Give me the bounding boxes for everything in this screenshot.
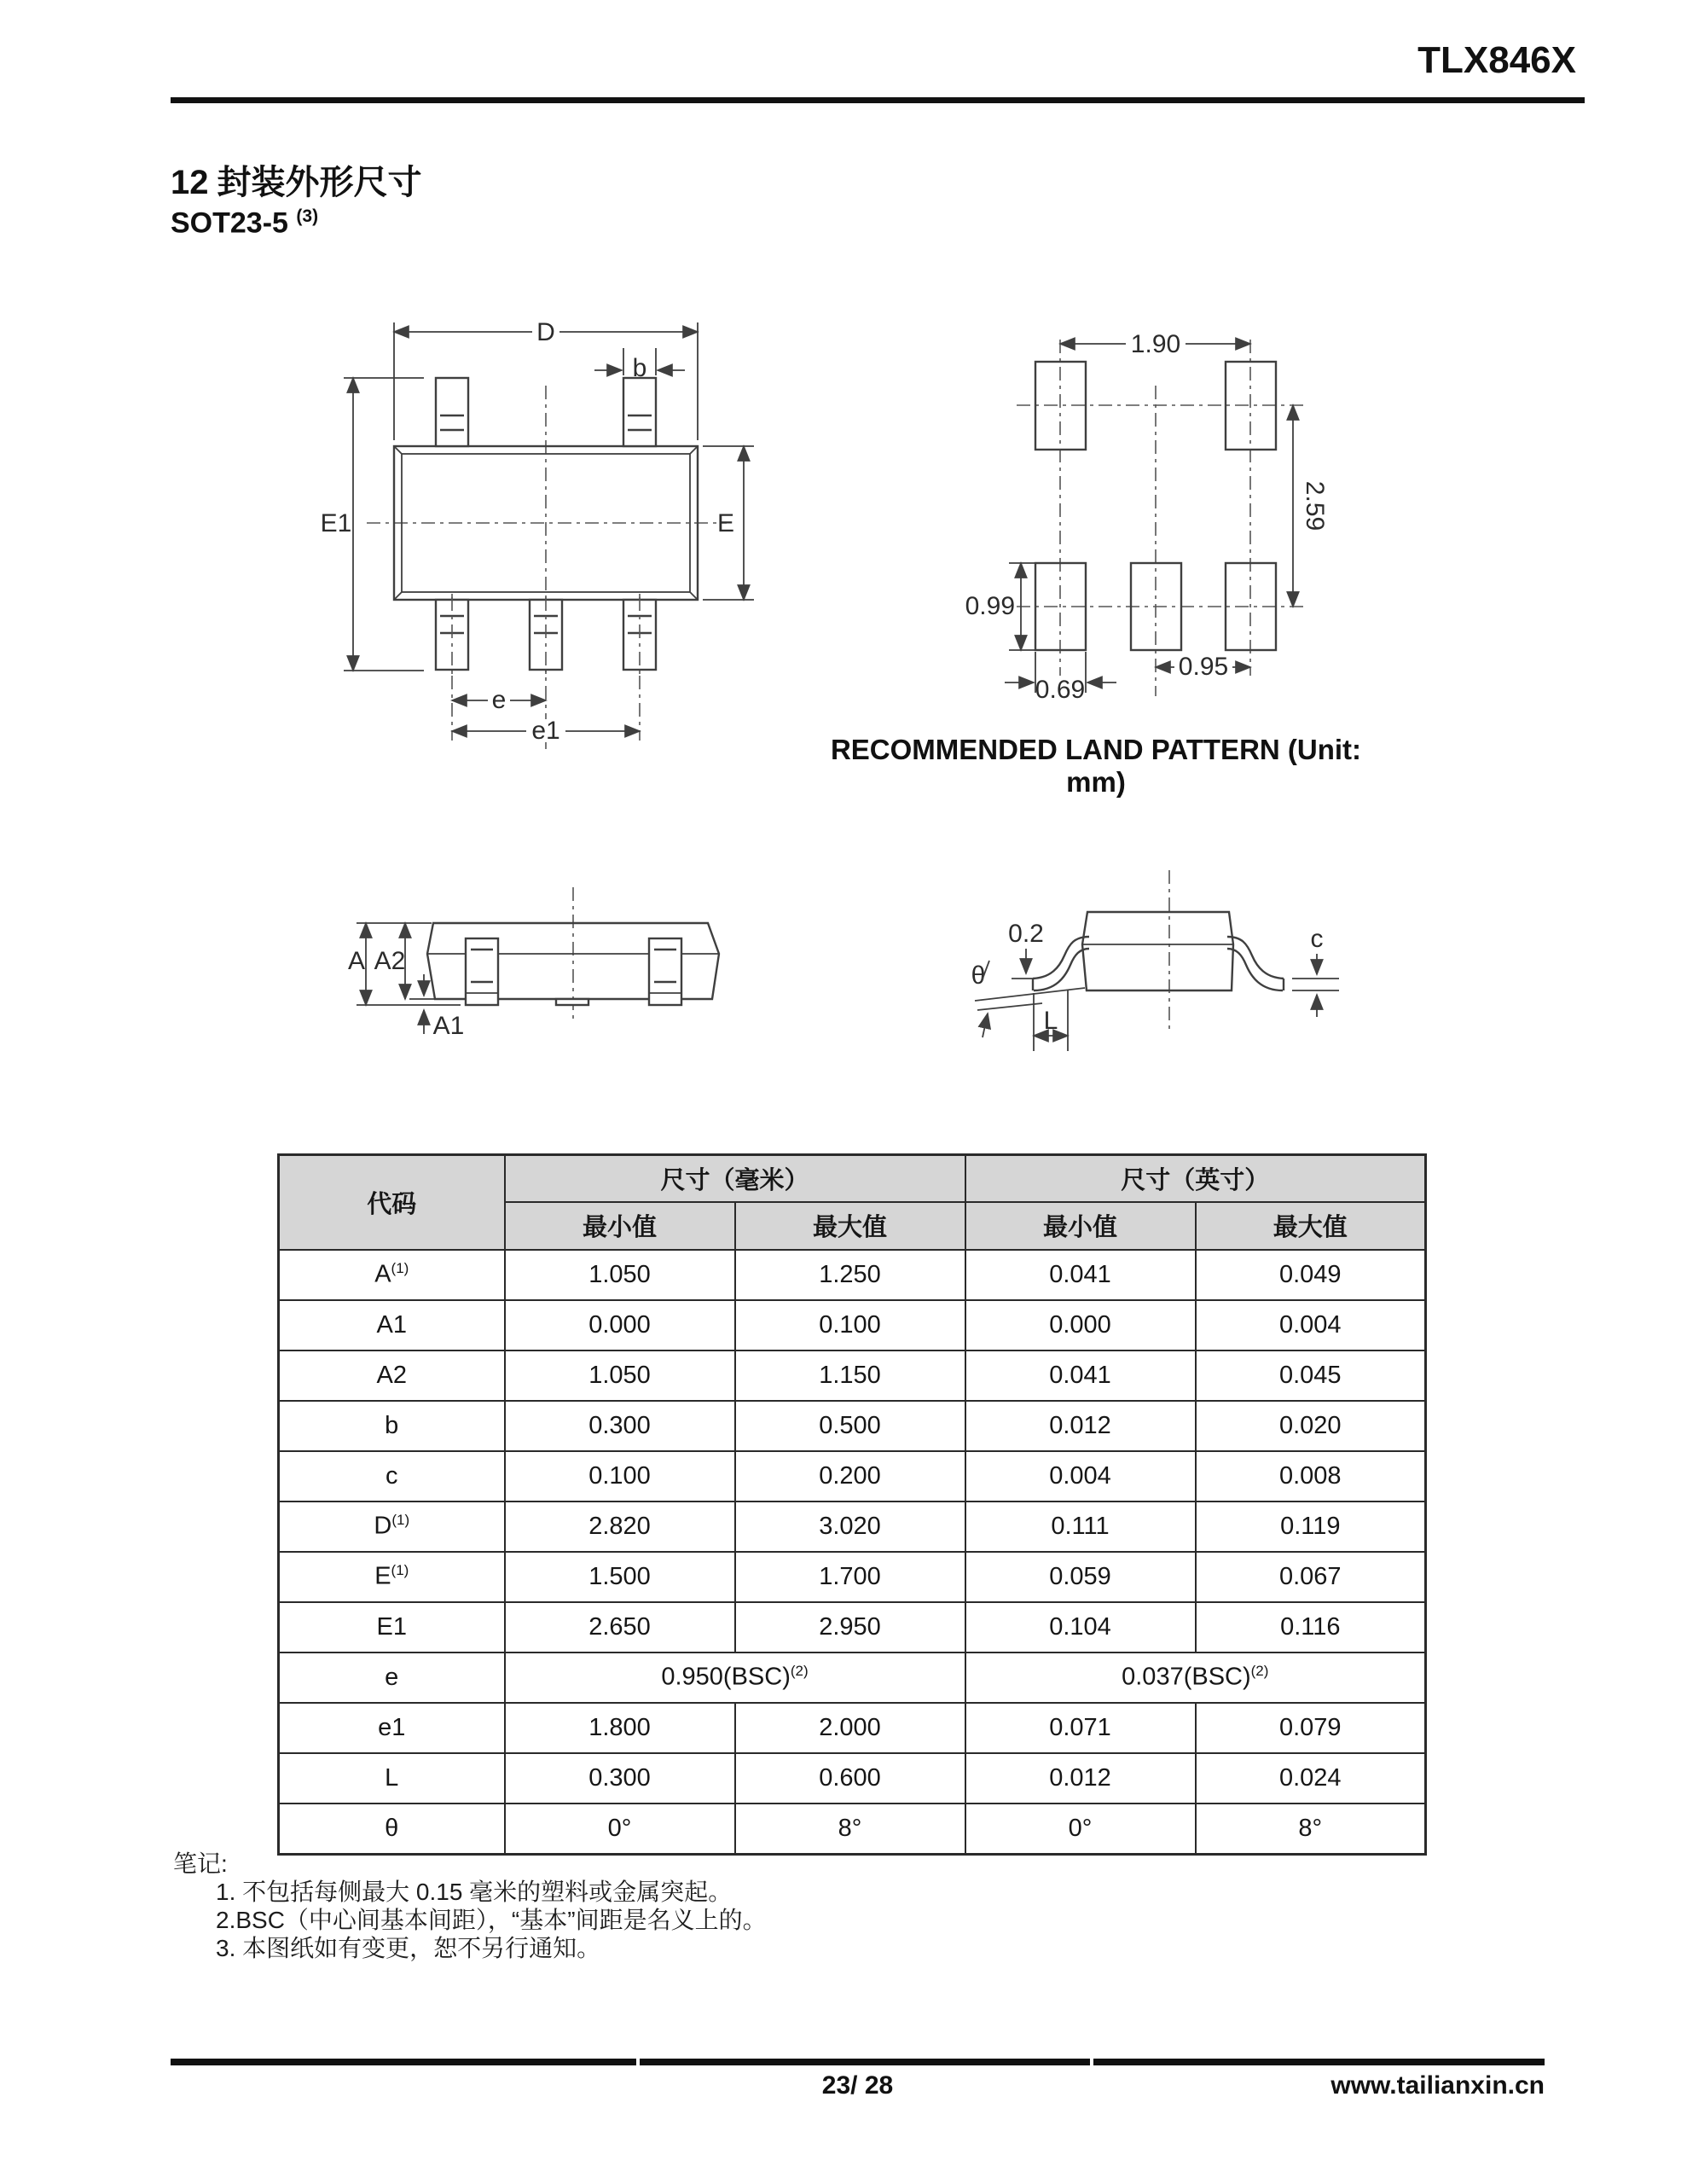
dim-label-theta: θ — [971, 961, 986, 990]
table-cell: 0.004 — [965, 1451, 1196, 1502]
dim-label-1.90: 1.90 — [1130, 330, 1181, 358]
table-cell: 0.041 — [965, 1350, 1196, 1401]
table-cell: 0.100 — [505, 1451, 735, 1502]
top-view-dimensions — [321, 318, 754, 745]
land-pattern-caption: RECOMMENDED LAND PATTERN (Unit: mm) — [830, 734, 1362, 798]
table-cell: e — [279, 1653, 505, 1703]
table-cell: 0.037(BSC)$^{(2)}$ — [965, 1653, 1426, 1703]
table-row — [279, 1451, 1426, 1502]
table-cell: 0.059 — [965, 1552, 1196, 1602]
notes-block — [173, 1850, 767, 1962]
notes-title: 笔记: — [173, 1850, 228, 1877]
table-cell: 0.300 — [505, 1401, 735, 1451]
package-side-view-drawing — [341, 877, 742, 1048]
end-view-body — [1082, 912, 1233, 990]
table-cell: b — [279, 1401, 505, 1451]
page-number: 23/ 28 — [821, 2071, 894, 2100]
dim-label-0.95: 0.95 — [1178, 653, 1229, 681]
col-header-in-max: 最大值 — [1196, 1202, 1426, 1250]
dim-label-b: b — [632, 354, 647, 382]
table-cell: 1.250 — [735, 1250, 965, 1300]
table-cell: 0.000 — [965, 1300, 1196, 1350]
table-cell: 0.100 — [735, 1300, 965, 1350]
table-cell: $A^{(1)}$ — [279, 1250, 505, 1300]
table-cell: 0.067 — [1196, 1552, 1426, 1602]
table-cell: 8° — [735, 1804, 965, 1855]
table-cell: 1.700 — [735, 1552, 965, 1602]
dim-label-L: L — [1043, 1007, 1058, 1035]
table-cell: $E^{(1)}$ — [279, 1552, 505, 1602]
table-cell: 3.020 — [735, 1502, 965, 1552]
table-row — [279, 1703, 1426, 1753]
package-name: SOT23-5 $^{(3)}$ — [171, 206, 319, 240]
section-number: 12 — [171, 164, 209, 201]
table-cell: 1.050 — [505, 1250, 735, 1300]
table-header-row-groups — [279, 1155, 1426, 1202]
website-url: www.tailianxin.cn — [1330, 2071, 1545, 2100]
dim-label-0.99: 0.99 — [965, 592, 1015, 620]
table-cell: 0.104 — [965, 1602, 1196, 1653]
table-row — [279, 1250, 1426, 1300]
section-title-text: 封装外形尺寸 — [217, 164, 422, 201]
dim-label-A1: A1 — [432, 1012, 465, 1040]
table-cell: c — [279, 1451, 505, 1502]
dimension-table — [277, 1153, 1427, 1856]
table-cell: 0° — [505, 1804, 735, 1855]
dim-label-D: D — [536, 318, 555, 346]
table-row — [279, 1300, 1426, 1350]
table-cell: 0.049 — [1196, 1250, 1426, 1300]
table-cell: 1.050 — [505, 1350, 735, 1401]
table-cell: E1 — [279, 1602, 505, 1653]
table-row — [279, 1804, 1426, 1855]
dim-label-2.59: 2.59 — [1301, 480, 1329, 531]
land-pattern-dimensions — [965, 330, 1329, 704]
dim-label-A2: A2 — [374, 947, 406, 975]
col-group-inch: 尺寸（英寸） — [965, 1155, 1426, 1202]
dim-label-e: e — [491, 686, 507, 714]
table-cell: 1.500 — [505, 1552, 735, 1602]
table-cell: 0.071 — [965, 1703, 1196, 1753]
table-cell: 0.004 — [1196, 1300, 1426, 1350]
table-cell: 8° — [1196, 1804, 1426, 1855]
package-top-view-drawing — [320, 311, 768, 755]
footer-rule — [171, 2059, 1545, 2065]
table-cell: 0.200 — [735, 1451, 965, 1502]
dim-label-0.69: 0.69 — [1035, 676, 1086, 704]
table-cell: 2.000 — [735, 1703, 965, 1753]
land-pattern-drawing — [964, 324, 1339, 708]
table-cell: e1 — [279, 1703, 505, 1753]
table-cell: 0.116 — [1196, 1602, 1426, 1653]
table-cell: 0.119 — [1196, 1502, 1426, 1552]
note-item-1: 1. 不包括每侧最大 0.15 毫米的塑料或金属突起。 — [216, 1879, 733, 1905]
dim-label-E: E — [716, 509, 735, 537]
table-row — [279, 1753, 1426, 1804]
table-cell: A2 — [279, 1350, 505, 1401]
table-row — [279, 1350, 1426, 1401]
table-row — [279, 1653, 1426, 1703]
dim-label-c: c — [1310, 925, 1324, 953]
table-cell: 0.020 — [1196, 1401, 1426, 1451]
section-title — [171, 155, 422, 204]
table-cell: 0.024 — [1196, 1753, 1426, 1804]
table-cell: 0.045 — [1196, 1350, 1426, 1401]
document-title: TLX846X — [1417, 39, 1576, 81]
table-cell: 0.111 — [965, 1502, 1196, 1552]
note-item-2: 2.BSC（中心间基本间距），“基本”间距是名义上的。 — [216, 1907, 767, 1933]
dim-label-A: A — [347, 947, 366, 975]
table-cell: 0.300 — [505, 1753, 735, 1804]
col-header-code: 代码 — [279, 1155, 505, 1250]
table-cell: 0.600 — [735, 1753, 965, 1804]
table-row — [279, 1602, 1426, 1653]
dim-label-e1: e1 — [531, 717, 560, 745]
table-cell: 0.012 — [965, 1753, 1196, 1804]
table-cell: 2.820 — [505, 1502, 735, 1552]
table-cell: 2.650 — [505, 1602, 735, 1653]
table-cell: 0.950(BSC)$^{(2)}$ — [505, 1653, 965, 1703]
col-group-mm: 尺寸（毫米） — [505, 1155, 965, 1202]
table-cell: A1 — [279, 1300, 505, 1350]
dim-label-E1: E1 — [320, 509, 352, 537]
note-item-3: 3. 本图纸如有变更，恕不另行通知。 — [216, 1935, 601, 1961]
table-cell: 0.008 — [1196, 1451, 1426, 1502]
col-header-mm-max: 最大值 — [735, 1202, 965, 1250]
table-cell: $D^{(1)}$ — [279, 1502, 505, 1552]
land-pattern-centerlines — [1017, 340, 1307, 696]
table-cell: 0.079 — [1196, 1703, 1426, 1753]
package-name-footnote: (3) — [296, 206, 319, 226]
dim-label-0.2: 0.2 — [1008, 920, 1044, 948]
package-end-view-drawing — [959, 860, 1352, 1060]
table-cell: 0.041 — [965, 1250, 1196, 1300]
side-view-dimensions — [348, 923, 464, 1040]
table-cell: 0° — [965, 1804, 1196, 1855]
table-row — [279, 1552, 1426, 1602]
col-header-mm-min: 最小值 — [505, 1202, 735, 1250]
table-row — [279, 1401, 1426, 1451]
table-cell: L — [279, 1753, 505, 1804]
table-row — [279, 1502, 1426, 1552]
table-cell: 0.000 — [505, 1300, 735, 1350]
col-header-in-min: 最小值 — [965, 1202, 1196, 1250]
table-cell: 1.150 — [735, 1350, 965, 1401]
table-cell: 0.500 — [735, 1401, 965, 1451]
dimension-table-body — [279, 1250, 1426, 1855]
table-cell: θ — [279, 1804, 505, 1855]
top-view-centerlines — [367, 386, 727, 749]
table-cell: 1.800 — [505, 1703, 735, 1753]
table-cell: 2.950 — [735, 1602, 965, 1653]
header-rule — [171, 97, 1585, 103]
table-cell: 0.012 — [965, 1401, 1196, 1451]
footer-bar — [171, 2071, 1545, 2106]
